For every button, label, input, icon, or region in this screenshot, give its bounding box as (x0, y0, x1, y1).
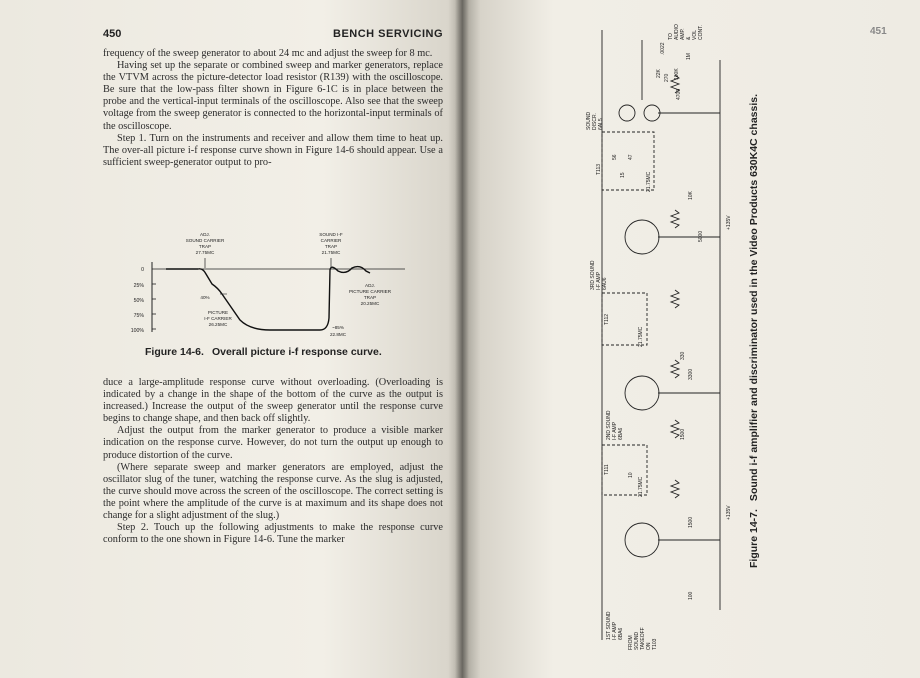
stage-label: I-F AMP (612, 421, 618, 440)
input-label: T103 (652, 638, 658, 650)
transformer-label: T113 (596, 163, 602, 175)
schematic-figure (580, 0, 740, 660)
stage-label: 3RD SOUND (590, 260, 596, 290)
figure-caption (145, 346, 382, 358)
stage-label: 1ST SOUND (606, 611, 612, 640)
tube-1st-sound (625, 523, 659, 557)
transformer-label: T112 (604, 313, 610, 325)
label-27-75mc: 27.75MC (195, 250, 215, 255)
input-label: FROM (628, 635, 634, 650)
component-value: 270 (664, 73, 670, 82)
output-label: AMP. (680, 28, 686, 40)
y-tick-label: 50% (133, 298, 144, 304)
label-carrier: CARRIER (320, 238, 342, 243)
component-value: .0022 (660, 42, 666, 55)
paragraph: Adjust the output from the marker generator to produce a visible marker indication on the response curve. However, do not turn the output up enough to produce distortion of the curve. (103, 425, 443, 461)
component-value: 10K (688, 191, 694, 200)
label-21-75mc: 21.75MC (321, 250, 341, 255)
stage-label: 6BA6 (618, 427, 624, 440)
label-picture-carrier: PICTURE CARRIER (348, 289, 392, 294)
stage-label: DISCR. (592, 113, 598, 130)
text-block-top (103, 48, 443, 169)
label-adj: ADJ. (200, 232, 210, 237)
input-label: SOUND (634, 631, 640, 650)
component-value: 15 (620, 172, 626, 178)
response-curve-figure (130, 228, 420, 342)
stage-label: 6BA6 (618, 627, 624, 640)
figure-title: Sound i-f amplifier and discriminator used in the Video Products 630K4C chassis. (748, 93, 760, 502)
page-number: 450 (103, 28, 122, 40)
label-sound-carrier: SOUND CARRIER (185, 238, 225, 243)
paragraph: Step 1. Turn on the instruments and receiver and allow them time to heat up. The over-all picture i-f response curve shown in Figure 14-6 should appear. Use a sufficient sweep-generator output to pro- (103, 132, 443, 168)
response-curve (166, 267, 370, 330)
label-20-25mc: 20.25MC (360, 301, 380, 306)
y-tick-label: 25% (133, 283, 144, 289)
input-label: TAKEOFF (640, 627, 646, 650)
component-value: 47 (628, 154, 634, 160)
label-85-pct: ~85% (332, 325, 344, 330)
label-if-carrier: I-F CARRIER (204, 316, 232, 321)
y-tick-label: 100% (130, 328, 144, 334)
right-page-number: 451 (870, 26, 887, 37)
freq-label: 21.75MC (638, 326, 644, 347)
paragraph: duce a large-amplitude response curve without overloading. (Overloading is indicated by a change in the shape of the bottom of the curve as the output is increased.) Increase the output of the sweep generator until the response curve begins to change shape, and then back off slightly. (103, 377, 443, 425)
output-label: AUDIO (674, 24, 680, 40)
freq-label: 21.75MC (646, 171, 652, 192)
label-trap: TRAP (363, 295, 377, 300)
paragraph: Step 2. Touch up the following adjustments to make the response curve conform to the one shown in Figure 14-6. Tune the marker (103, 522, 443, 546)
component-value: 56 (612, 154, 618, 160)
figure-number: Figure 14-7. (748, 509, 760, 568)
stage-label: 2ND SOUND (606, 410, 612, 440)
transformer-label: T111 (604, 464, 610, 475)
tube-2nd-sound (625, 376, 659, 410)
paragraph: frequency of the sweep generator to about 24 mc and adjust the sweep for 8 mc. (103, 48, 433, 59)
book-gutter (455, 0, 469, 678)
label-picture: PICTURE (207, 310, 229, 315)
component-value: 22K (656, 69, 662, 78)
label-40-pct: 40% (200, 295, 210, 300)
label-trap: TRAP (198, 244, 212, 249)
component-value: 1500 (680, 428, 686, 440)
component-value: 3300 (688, 368, 694, 380)
figure-title: Overall picture i-f response curve. (211, 346, 382, 358)
output-label: TO (668, 33, 674, 40)
running-title: BENCH SERVICING (333, 28, 443, 40)
input-label: ON (646, 642, 652, 650)
component-value: 330 (680, 351, 686, 360)
paragraph: Having set up the separate or combined sweep and marker generators, replace the VTVM across the picture-detector load resistor (R139) with the oscilloscope. Be sure that the low-pass filter shown in Figure 6-1C is in place between the probe and the vertical-input terminals of the oscilloscope. Also see that the sweep voltage from the sweep generator is connected to the horizontal-input terminals of the oscilloscope. (103, 60, 443, 132)
label-trap: TRAP (324, 244, 338, 249)
stage-label: SOUND (586, 111, 592, 130)
tube-3rd-sound (625, 220, 659, 254)
y-tick-label: 75% (133, 313, 144, 319)
component-value: 10 (628, 472, 634, 478)
component-value: 100K (674, 68, 680, 80)
component-value: 1500 (688, 516, 694, 528)
output-label: CONT. (698, 25, 704, 40)
b-plus-label: +135V (726, 505, 732, 520)
component-value: 100 (688, 591, 694, 600)
stage-label: I-F AMP (612, 621, 618, 640)
output-label: VOL (692, 29, 698, 40)
freq-label: 21.75MC (638, 476, 644, 497)
label-22-8mc: 22.8MC (329, 332, 347, 337)
y-tick-label: 0 (141, 267, 144, 273)
label-26-25mc: 26.25MC (208, 322, 228, 327)
component-value: 1M (686, 53, 692, 60)
text-block-bottom (103, 377, 443, 546)
figure-number: Figure 14-6. (145, 346, 204, 358)
right-figure-caption (748, 94, 760, 568)
b-plus-label: +135V (726, 215, 732, 230)
component-value: 5000 (698, 230, 704, 242)
label-adj: ADJ. (365, 283, 375, 288)
stage-label: I-F AMP (596, 271, 602, 290)
stage-label: 6AL5 (598, 118, 604, 130)
component-value: 4700 (676, 88, 682, 100)
label-sound-if: SOUND I-F (319, 232, 343, 237)
stage-label: 6AU6 (602, 277, 608, 290)
paragraph: (Where separate sweep and marker generators are employed, adjust the oscillator slug of the tuner, watching the response curve. As the slug is adjusted, the curve should move across the screen of the oscilloscope. The correct setting is the point where the amplitude of the curve is at maximum and its shape does not change for a slight adjustment of the slug.) (103, 461, 443, 522)
output-label: & (686, 36, 692, 40)
